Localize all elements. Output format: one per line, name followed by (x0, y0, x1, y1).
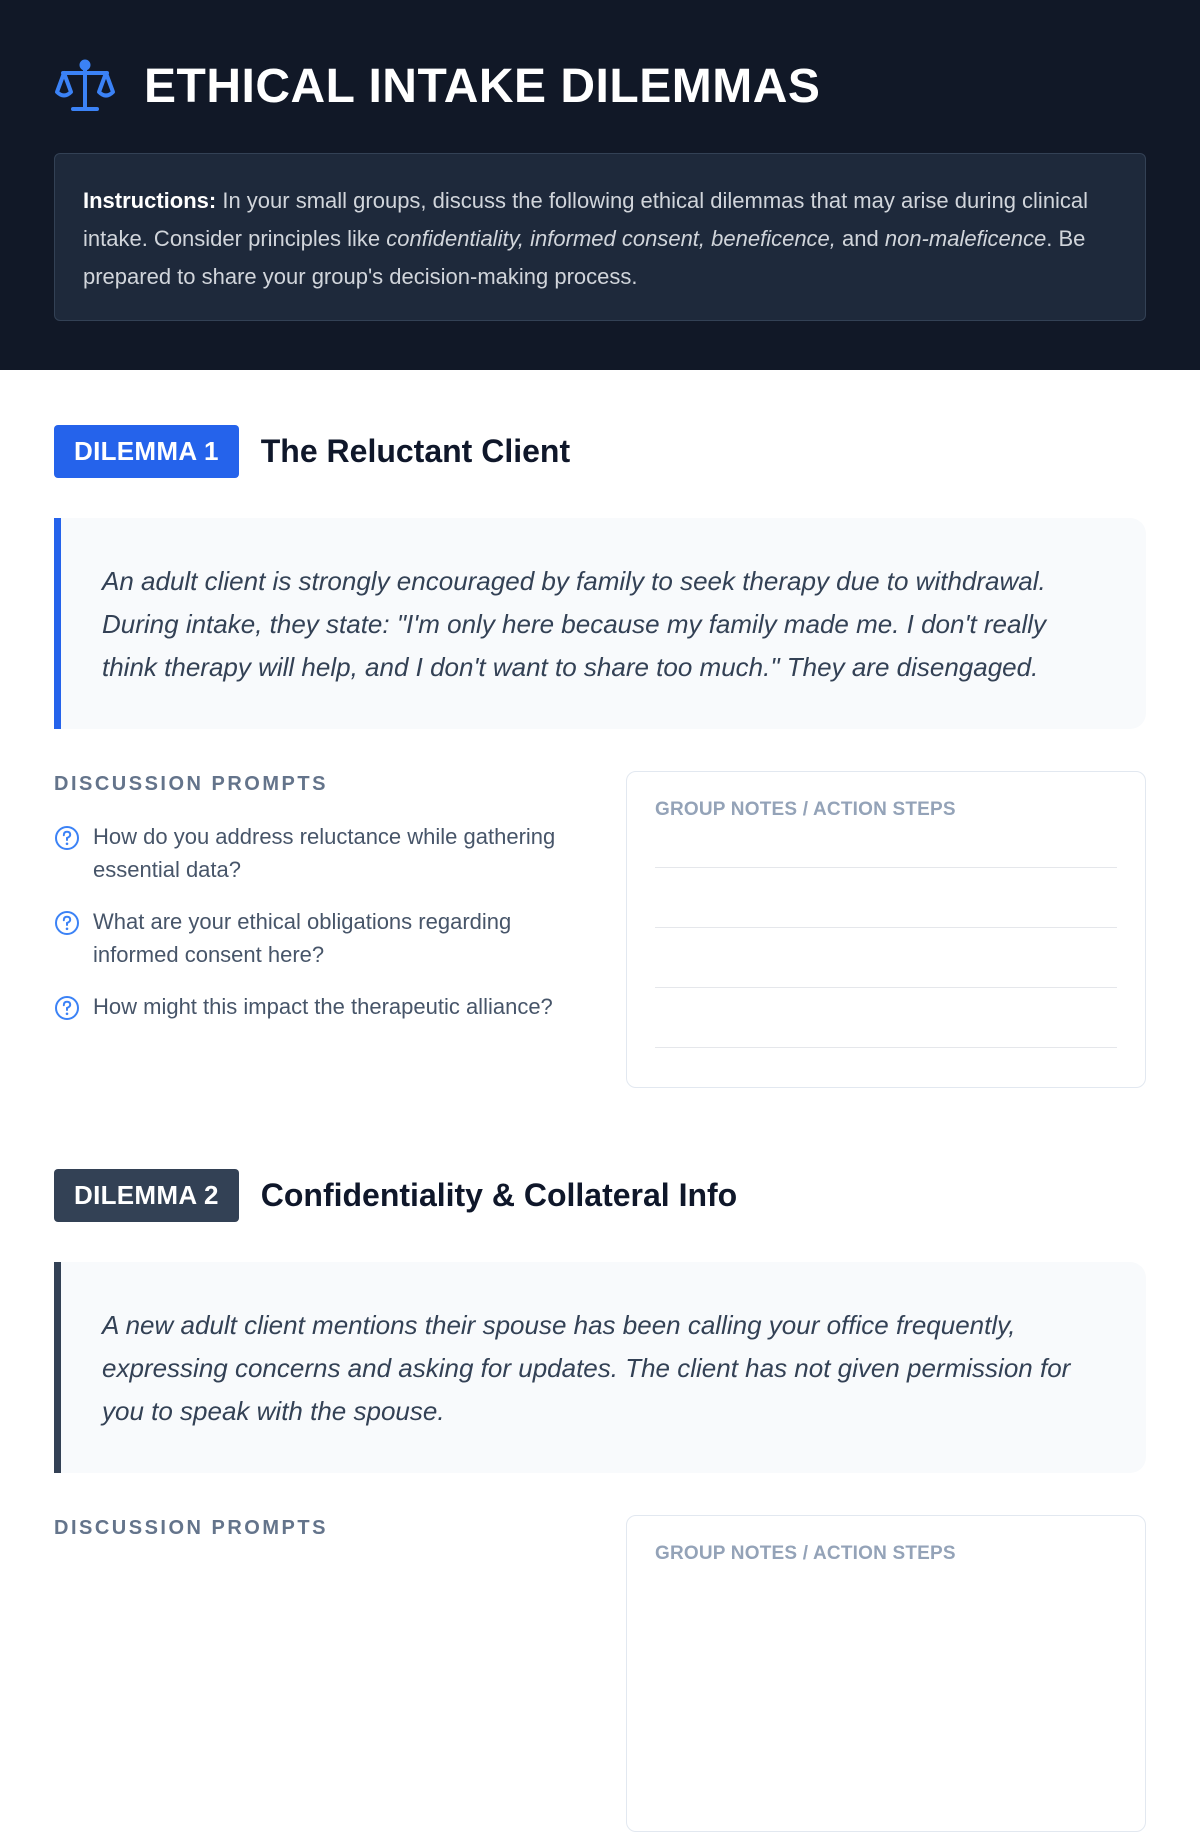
dilemma-header (54, 424, 1146, 478)
principle-non-maleficence: non-maleficence (884, 226, 1047, 251)
title-row (54, 56, 1146, 118)
dilemma-card (54, 1088, 1146, 1832)
prompt-item (54, 990, 579, 1023)
instructions-text-3: . Be prepared to share your group's decision-making process. (83, 226, 1086, 289)
note-line[interactable] (655, 868, 1117, 928)
notes-label: GROUP NOTES / ACTION STEPS (655, 799, 956, 820)
page-title: ETHICAL INTAKE DILEMMAS (144, 60, 821, 113)
discussion-prompts (54, 771, 579, 1088)
notes-label: GROUP NOTES / ACTION STEPS (655, 1543, 956, 1564)
prompt-item (54, 905, 579, 971)
instructions-lead: Instructions: (83, 188, 217, 213)
dilemma-badge: DILEMMA 2 (54, 1169, 239, 1222)
question-circle-icon (54, 825, 80, 851)
prompt-text: How do you address reluctance while gathering essential data? (93, 824, 556, 882)
discussion-prompts (54, 1515, 579, 1832)
instructions-text-2: and (835, 226, 885, 251)
prompt-text: What are your ethical obligations regarding informed consent here? (93, 909, 512, 967)
group-notes-box[interactable] (626, 771, 1146, 1088)
dilemma-badge: DILEMMA 1 (54, 425, 239, 478)
dilemma-title: The Reluctant Client (260, 432, 571, 469)
dilemma-scenario: A new adult client mentions their spouse has been calling your office frequently, expressing concerns and asking for updates. The client has not given permission for you to speak with the spouse. (54, 1262, 1146, 1473)
principles-list: confidentiality, informed consent, beneficence, (386, 226, 836, 251)
dilemma-scenario: An adult client is strongly encouraged by family to seek therapy due to withdrawal. During intake, they state: "I'm only here because my family made me. I don't really think therapy will help, and I don't want to share too much." They are disengaged. (54, 518, 1146, 729)
page-header (0, 0, 1200, 370)
prompt-text: How might this impact the therapeutic alliance? (93, 994, 553, 1019)
discussion-section (54, 1515, 1146, 1832)
scale-icon (54, 56, 116, 118)
group-notes-box[interactable] (626, 1515, 1146, 1832)
instructions-box (54, 153, 1146, 321)
note-line[interactable] (655, 928, 1117, 988)
dilemmas-content (0, 370, 1200, 1832)
dilemma-header (54, 1168, 1146, 1222)
prompt-item (54, 820, 579, 886)
note-line[interactable] (655, 821, 1117, 868)
discussion-section (54, 771, 1146, 1088)
prompt-list (54, 820, 579, 1023)
question-circle-icon (54, 910, 80, 936)
dilemma-card (54, 370, 1146, 1088)
prompts-label: DISCUSSION PROMPTS (54, 773, 328, 795)
question-circle-icon (54, 995, 80, 1021)
dilemma-title: Confidentiality & Collateral Info (260, 1176, 738, 1213)
note-line[interactable] (655, 988, 1117, 1048)
prompts-label: DISCUSSION PROMPTS (54, 1517, 328, 1539)
instructions-text: In your small groups, discuss the following ethical dilemmas that may arise during clinical intake. Consider principles like (83, 188, 1089, 251)
